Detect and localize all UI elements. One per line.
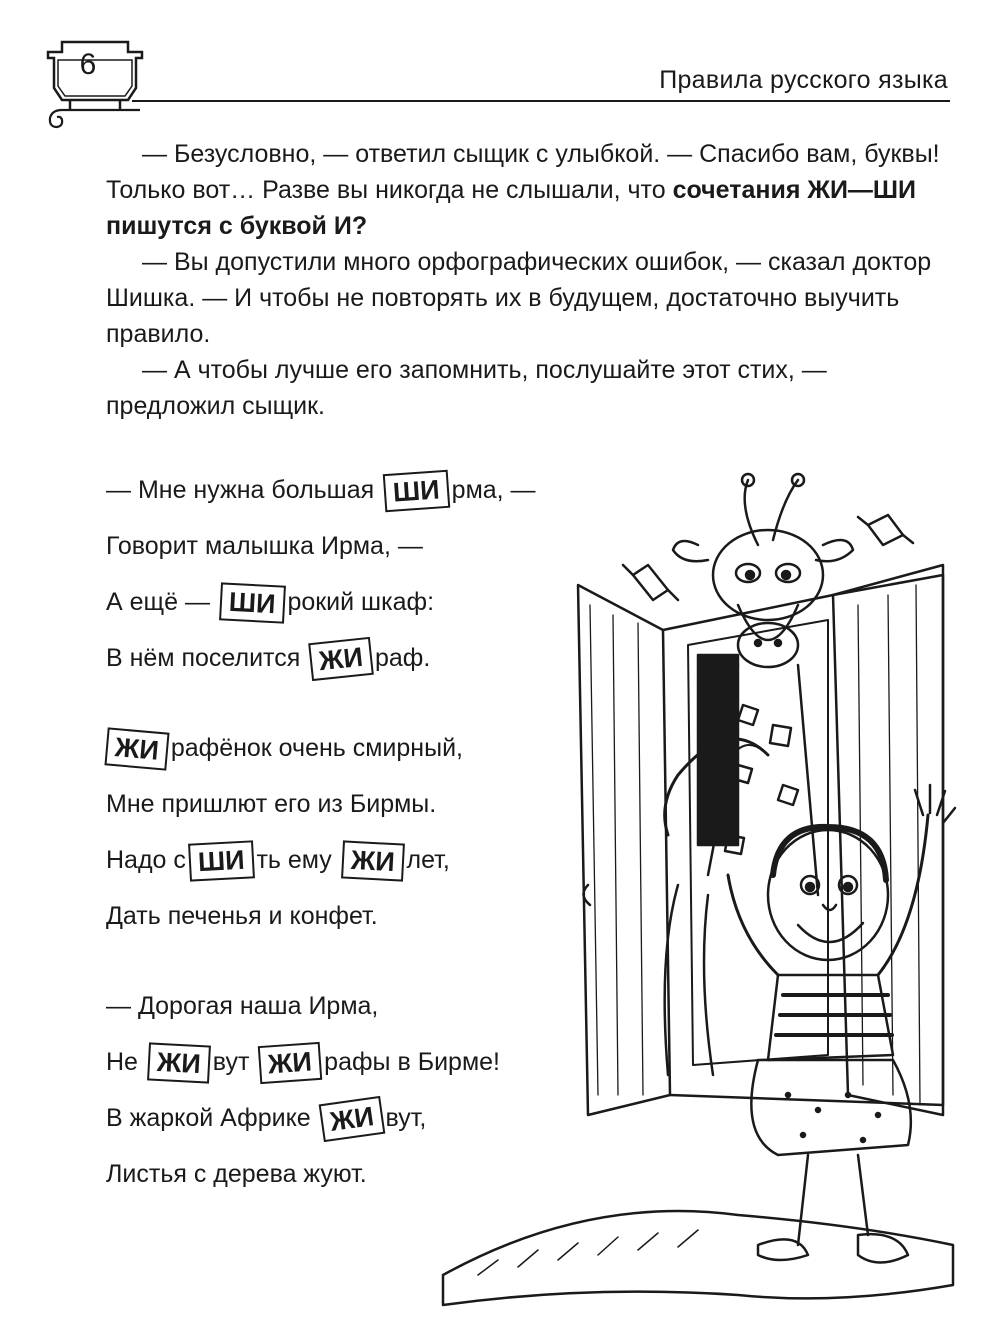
paragraph-3: — А чтобы лучше его запомнить, послушайте этот стих, — предложил сыщик.: [106, 356, 827, 420]
rule-bold-text: сочетания ЖИ—ШИ пишутся с буквой И?: [106, 176, 917, 240]
syllable-card: ЖИ: [147, 1043, 211, 1084]
syllable-card: ШИ: [219, 583, 285, 624]
poem-line-7: Надо с ШИ ть ему ЖИ лет,: [106, 840, 450, 880]
running-header-title: Правила русского языка: [659, 66, 948, 94]
poem-line-2: Говорит малышка Ирма, —: [106, 532, 423, 560]
prose-block: [106, 136, 948, 424]
poem-line-12: Листья с дерева жуют.: [106, 1160, 367, 1188]
giraffe-girl-wardrobe-icon: [438, 455, 958, 1315]
poem-line-1: — Мне нужна большая ШИ рма, —: [106, 470, 536, 510]
page-number: 6: [79, 48, 97, 81]
poem-line-8: Дать печенья и конфет.: [106, 902, 378, 930]
poem-line-6: Мне пришлют его из Бирмы.: [106, 790, 437, 818]
syllable-card: ЖИ: [318, 1096, 384, 1142]
syllable-card: ЖИ: [104, 728, 169, 771]
syllable-card: ЖИ: [258, 1042, 322, 1084]
paragraph-1: — Безусловно, — ответил сыщик с улыбкой. — Спасибо вам, буквы! Только вот… Разве вы никогда не слышали, что сочетания ЖИ—ШИ пишутся с буквой И?: [106, 140, 940, 240]
syllable-card: ШИ: [188, 841, 254, 882]
poem-line-11: В жаркой Африке ЖИ вут,: [106, 1098, 426, 1138]
poem-line-9: — Дорогая наша Ирма,: [106, 992, 379, 1020]
header-divider: [132, 100, 950, 102]
syllable-card: ЖИ: [308, 637, 373, 681]
syllable-card: ЖИ: [341, 841, 405, 882]
poem-line-5: ЖИ рафёнок очень смирный,: [106, 728, 463, 768]
poem-line-3: А ещё — ШИ рокий шкаф:: [106, 582, 434, 622]
poem-line-10: Не ЖИ вут ЖИ рафы в Бирме!: [106, 1042, 500, 1082]
paragraph-2: — Вы допустили много орфографических ошибок, — сказал доктор Шишка. — И чтобы не повторять их в будущем, достаточно выучить правило.: [106, 248, 932, 348]
poem-line-4: В нём поселится ЖИ раф.: [106, 638, 430, 678]
syllable-card: ШИ: [383, 470, 450, 512]
